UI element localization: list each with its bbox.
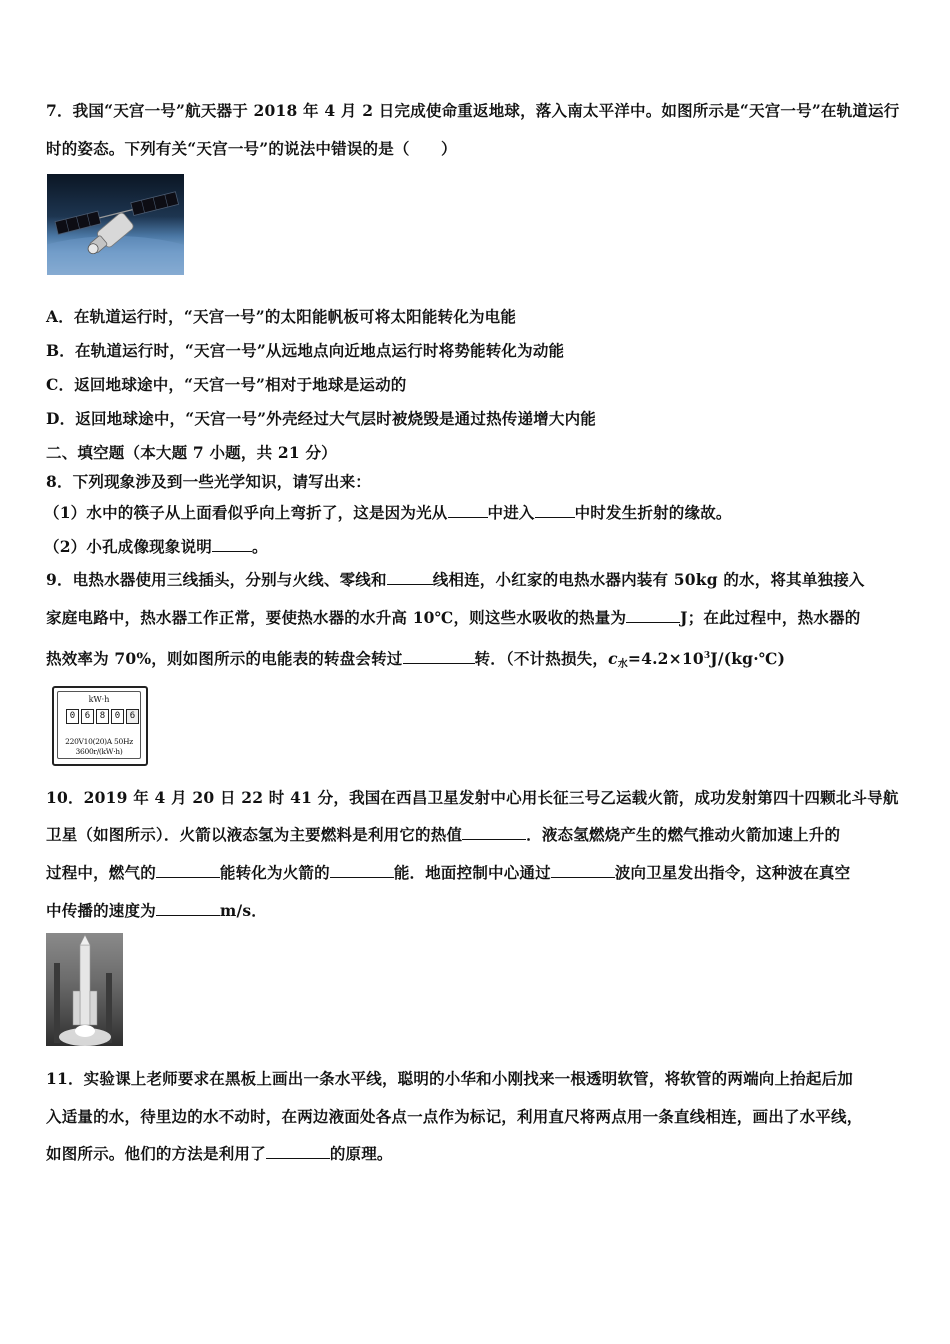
q10-blank-4[interactable] xyxy=(551,863,615,878)
q9-text-3a: 热效率为 70%，则如图所示的电能表的转盘会转过 xyxy=(46,649,403,668)
rocket-launch-image xyxy=(46,933,123,1046)
q8-intro: 8．下列现象涉及到一些光学知识，请写出来： xyxy=(46,472,371,491)
q11-line3 xyxy=(46,1144,393,1164)
meter-digit: 8 xyxy=(96,709,109,724)
meter-unit: kW·h xyxy=(88,695,110,704)
q9-text-2b: J；在此过程中，热水器的 xyxy=(680,608,861,627)
q11-text-3b: 的原理。 xyxy=(329,1144,393,1163)
q10-text-3d: 波向卫星发出指令，这种波在真空 xyxy=(614,863,851,882)
q10-text-4b: m/s． xyxy=(219,901,267,920)
q8-blank-1[interactable] xyxy=(448,503,488,518)
q9-c-symbol: c xyxy=(608,649,618,668)
q10-text-4a: 中传播的速度为 xyxy=(46,901,156,920)
q7-option-b: B．在轨道运行时，“天宫一号”从远地点向近地点运行时将势能转化为动能 xyxy=(46,341,565,360)
q11-line2: 入适量的水，待里边的水不动时，在两边液面处各点一点作为标记，利用直尺将两点用一条直线相连，画出了水平线， xyxy=(46,1107,863,1126)
q9-text-1b: 线相连，小红家的电热水器内装有 50kg 的水，将其单独接入 xyxy=(432,570,865,589)
meter-digits xyxy=(66,709,141,724)
q9-blank-3[interactable] xyxy=(403,649,475,664)
q8-part1-text-b: 中进入 xyxy=(487,503,535,522)
q9-text-1a: 9．电热水器使用三线插头，分别与火线、零线和 xyxy=(46,570,387,589)
q10-blank-5[interactable] xyxy=(156,901,220,916)
meter-digit: 0 xyxy=(66,709,79,724)
q9-blank-2[interactable] xyxy=(626,608,680,623)
q9-line2 xyxy=(46,608,860,628)
q9-blank-1[interactable] xyxy=(387,570,433,585)
q10-text-3c: 能．地面控制中心通过 xyxy=(393,863,551,882)
q10-text-2b: ．液态氢燃烧产生的燃气推动火箭加速上升的 xyxy=(526,825,841,844)
q10-line1: 10．2019 年 4 月 20 日 22 时 41 分，我国在西昌卫星发射中心用长征三号乙运载火箭，成功发射第四十四颗北斗导航 xyxy=(46,788,899,807)
q9-text-2a: 家庭电路中，热水器工作正常，要使热水器的水升高 10℃，则这些水吸收的热量为 xyxy=(46,608,627,627)
meter-spec-revolutions: 3600r/(kW·h) xyxy=(75,747,123,756)
q10-line3 xyxy=(46,863,850,883)
q7-option-d: D．返回地球途中，“天宫一号”外壳经过大气层时被烧毁是通过热传递增大内能 xyxy=(46,409,596,428)
section2-title: 二、填空题（本大题 7 小题，共 21 分） xyxy=(46,443,337,462)
tiangong-spacecraft-image xyxy=(47,174,184,275)
q9-c-unit: J/(kg·℃) xyxy=(710,649,786,668)
q10-line2 xyxy=(46,825,840,845)
q7-stem-line1: 7．我国“天宫一号”航天器于 2018 年 4 月 2 日完成使命重返地球，落入南太平洋中。如图所示是“天宫一号”在轨道运行 xyxy=(46,101,900,120)
q7-option-a: A．在轨道运行时，“天宫一号”的太阳能帆板可将太阳能转化为电能 xyxy=(46,307,517,326)
q8-part2-text-b: 。 xyxy=(252,537,268,556)
q9-c-exp: 3 xyxy=(703,651,711,661)
q7-option-c: C．返回地球途中，“天宫一号”相对于地球是运动的 xyxy=(46,375,407,394)
q11-blank-1[interactable] xyxy=(266,1144,330,1159)
q11-line1: 11．实验课上老师要求在黑板上画出一条水平线，聪明的小华和小刚找来一根透明软管，将软管的两端向上抬起后加 xyxy=(46,1069,853,1088)
q7-stem-line2: 时的姿态。下列有关“天宫一号”的说法中错误的是（ ） xyxy=(46,139,457,158)
q10-blank-1[interactable] xyxy=(462,825,526,840)
meter-digit: 6 xyxy=(126,709,139,724)
q8-part2 xyxy=(44,537,268,557)
q10-text-2a: 卫星（如图所示）．火箭以液态氢为主要燃料是利用它的热值 xyxy=(46,825,463,844)
meter-digit: 0 xyxy=(111,709,124,724)
q9-c-value: =4.2×10 xyxy=(627,649,704,668)
q8-part1-text-c: 中时发生折射的缘故。 xyxy=(574,503,732,522)
q8-blank-2[interactable] xyxy=(535,503,575,518)
q10-text-3a: 过程中，燃气的 xyxy=(46,863,156,882)
q8-part1 xyxy=(44,503,732,523)
energy-meter-image xyxy=(52,686,148,766)
q9-line1 xyxy=(46,570,865,590)
q10-blank-2[interactable] xyxy=(156,863,220,878)
meter-face xyxy=(57,691,141,759)
q11-text-3a: 如图所示。他们的方法是利用了 xyxy=(46,1144,266,1163)
q9-text-3b: 转．（不计热损失， xyxy=(474,649,609,668)
q9-line3 xyxy=(46,646,785,675)
meter-digit: 6 xyxy=(81,709,94,724)
q8-part1-text-a: （1）水中的筷子从上面看似乎向上弯折了，这是因为光从 xyxy=(44,503,448,522)
q8-part2-text-a: （2）小孔成像现象说明 xyxy=(44,537,212,556)
q9-c-sub: 水 xyxy=(617,659,628,670)
q10-line4 xyxy=(46,901,267,921)
q8-blank-3[interactable] xyxy=(212,537,252,552)
meter-spec-rating: 220V10(20)A 50Hz xyxy=(65,737,133,746)
q10-blank-3[interactable] xyxy=(330,863,394,878)
q10-text-3b: 能转化为火箭的 xyxy=(219,863,330,882)
